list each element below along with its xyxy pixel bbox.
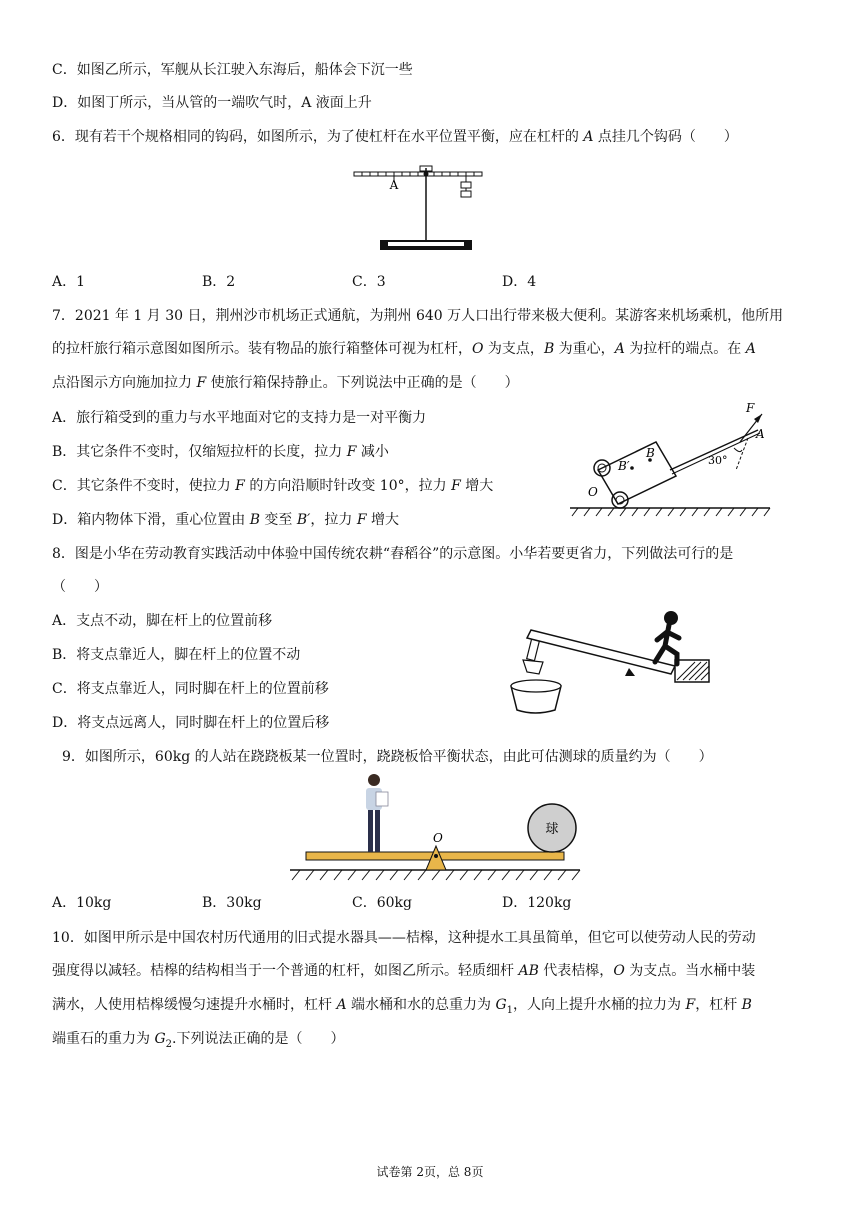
q6-option-d: D．4 [502,274,537,290]
q8-option-d: D．将支点远离人，同时脚在杆上的位置后移 [52,715,330,731]
q9-fig-label-o: O [433,831,443,845]
q9-seesaw-figure [290,770,580,884]
q7-stem-line3: 点沿图示方向施加拉力 F 使旅行箱保持静止。下列说法中正确的是（ ） [52,375,519,391]
q8-stem-line2: （ ） [52,579,108,595]
q8-option-b: B．将支点靠近人，脚在杆上的位置不动 [52,647,301,663]
q7-stem-line1: 7．2021 年 1 月 30 日，荆州沙市机场正式通航，为荆州 640 万人口出行带来极大便利。某游客来机场乘机，他所用 [52,308,784,324]
q7-fig-label-a: A [756,427,765,441]
q7-fig-label-o: O [588,485,598,499]
q10-stem-line4: 端重石的重力为 $G_2$.下列说法正确的是（ ） [52,1031,345,1050]
q7-luggage-figure [570,401,770,520]
q7-fig-label-b-prime: B′ [618,459,630,473]
q6-stem: 6．现有若干个规格相同的钩码，如图所示，为了使杠杆在水平位置平衡，应在杠杆的 A 点挂几个钩码（ ） [52,129,738,145]
q10-stem-line3: 满水，人使用桔槔缓慢匀速提升水桶时，杠杆 A 端水桶和水的总重力为 $G_1$，人向上提升水桶的拉力为 F，杠杆 B [52,997,752,1016]
page-footer: 试卷第 2页，总 8页 [376,1165,484,1179]
q9-option-c: C．60kg [352,895,412,911]
q9-stem: 9．如图所示，60kg 的人站在跷跷板某一位置时，跷跷板恰平衡状态，由此可估测球的质量约为（ ） [62,749,713,765]
q10-stem-line2: 强度得以减轻。桔槔的结构相当于一个普通的杠杆，如图乙所示。轻质细杆 AB 代表桔槔，O 为支点。当水桶中装 [52,963,756,979]
q6-option-b: B．2 [202,274,236,290]
q7-fig-label-f: F [746,401,755,415]
q6-option-a: A．1 [52,274,86,290]
q5-option-c: C．如图乙所示，军舰从长江驶入东海后，船体会下沉一些 [52,62,413,78]
q6-fig-label-a: A [389,178,399,192]
q7-option-a: A．旅行箱受到的重力与水平地面对它的支持力是一对平衡力 [52,410,427,426]
q8-rice-pounding-figure [505,610,715,718]
q7-fig-label-b: B [646,446,655,460]
q7-option-c: C．其它条件不变时，使拉力 F 的方向沿顺时针改变 10°，拉力 F 增大 [52,478,494,494]
q7-option-b: B．其它条件不变时，仅缩短拉杆的长度，拉力 F 减小 [52,444,389,460]
q8-stem-line1: 8．图是小华在劳动教育实践活动中体验中国传统农耕“舂稻谷”的示意图。小华若要更省力，下列做法可行的是 [52,546,734,562]
q9-fig-ball-label: 球 [545,822,559,837]
q6-option-c: C．3 [352,274,386,290]
q6-lever-figure [350,160,490,255]
q8-option-a: A．支点不动，脚在杆上的位置前移 [52,613,273,629]
q9-option-d: D．120kg [502,895,572,911]
q7-stem-line2: 的拉杆旅行箱示意图如图所示。装有物品的旅行箱整体可视为杠杆，O 为支点，B 为重心，A 为拉杆的端点。在 A [52,341,756,357]
q9-option-b: B．30kg [202,895,262,911]
q9-option-a: A．10kg [52,895,112,911]
q7-fig-angle: 30° [708,454,728,467]
q7-option-d: D．箱内物体下滑，重心位置由 B 变至 B′，拉力 F 增大 [52,512,399,528]
q8-option-c: C．将支点靠近人，同时脚在杆上的位置前移 [52,681,329,697]
q5-option-d: D．如图丁所示，当从管的一端吹气时，A 液面上升 [52,95,372,111]
q10-stem-line1: 10．如图甲所示是中国农村历代通用的旧式提水器具——桔槔，这种提水工具虽简单，但它可以使劳动人民的劳动 [52,930,756,946]
